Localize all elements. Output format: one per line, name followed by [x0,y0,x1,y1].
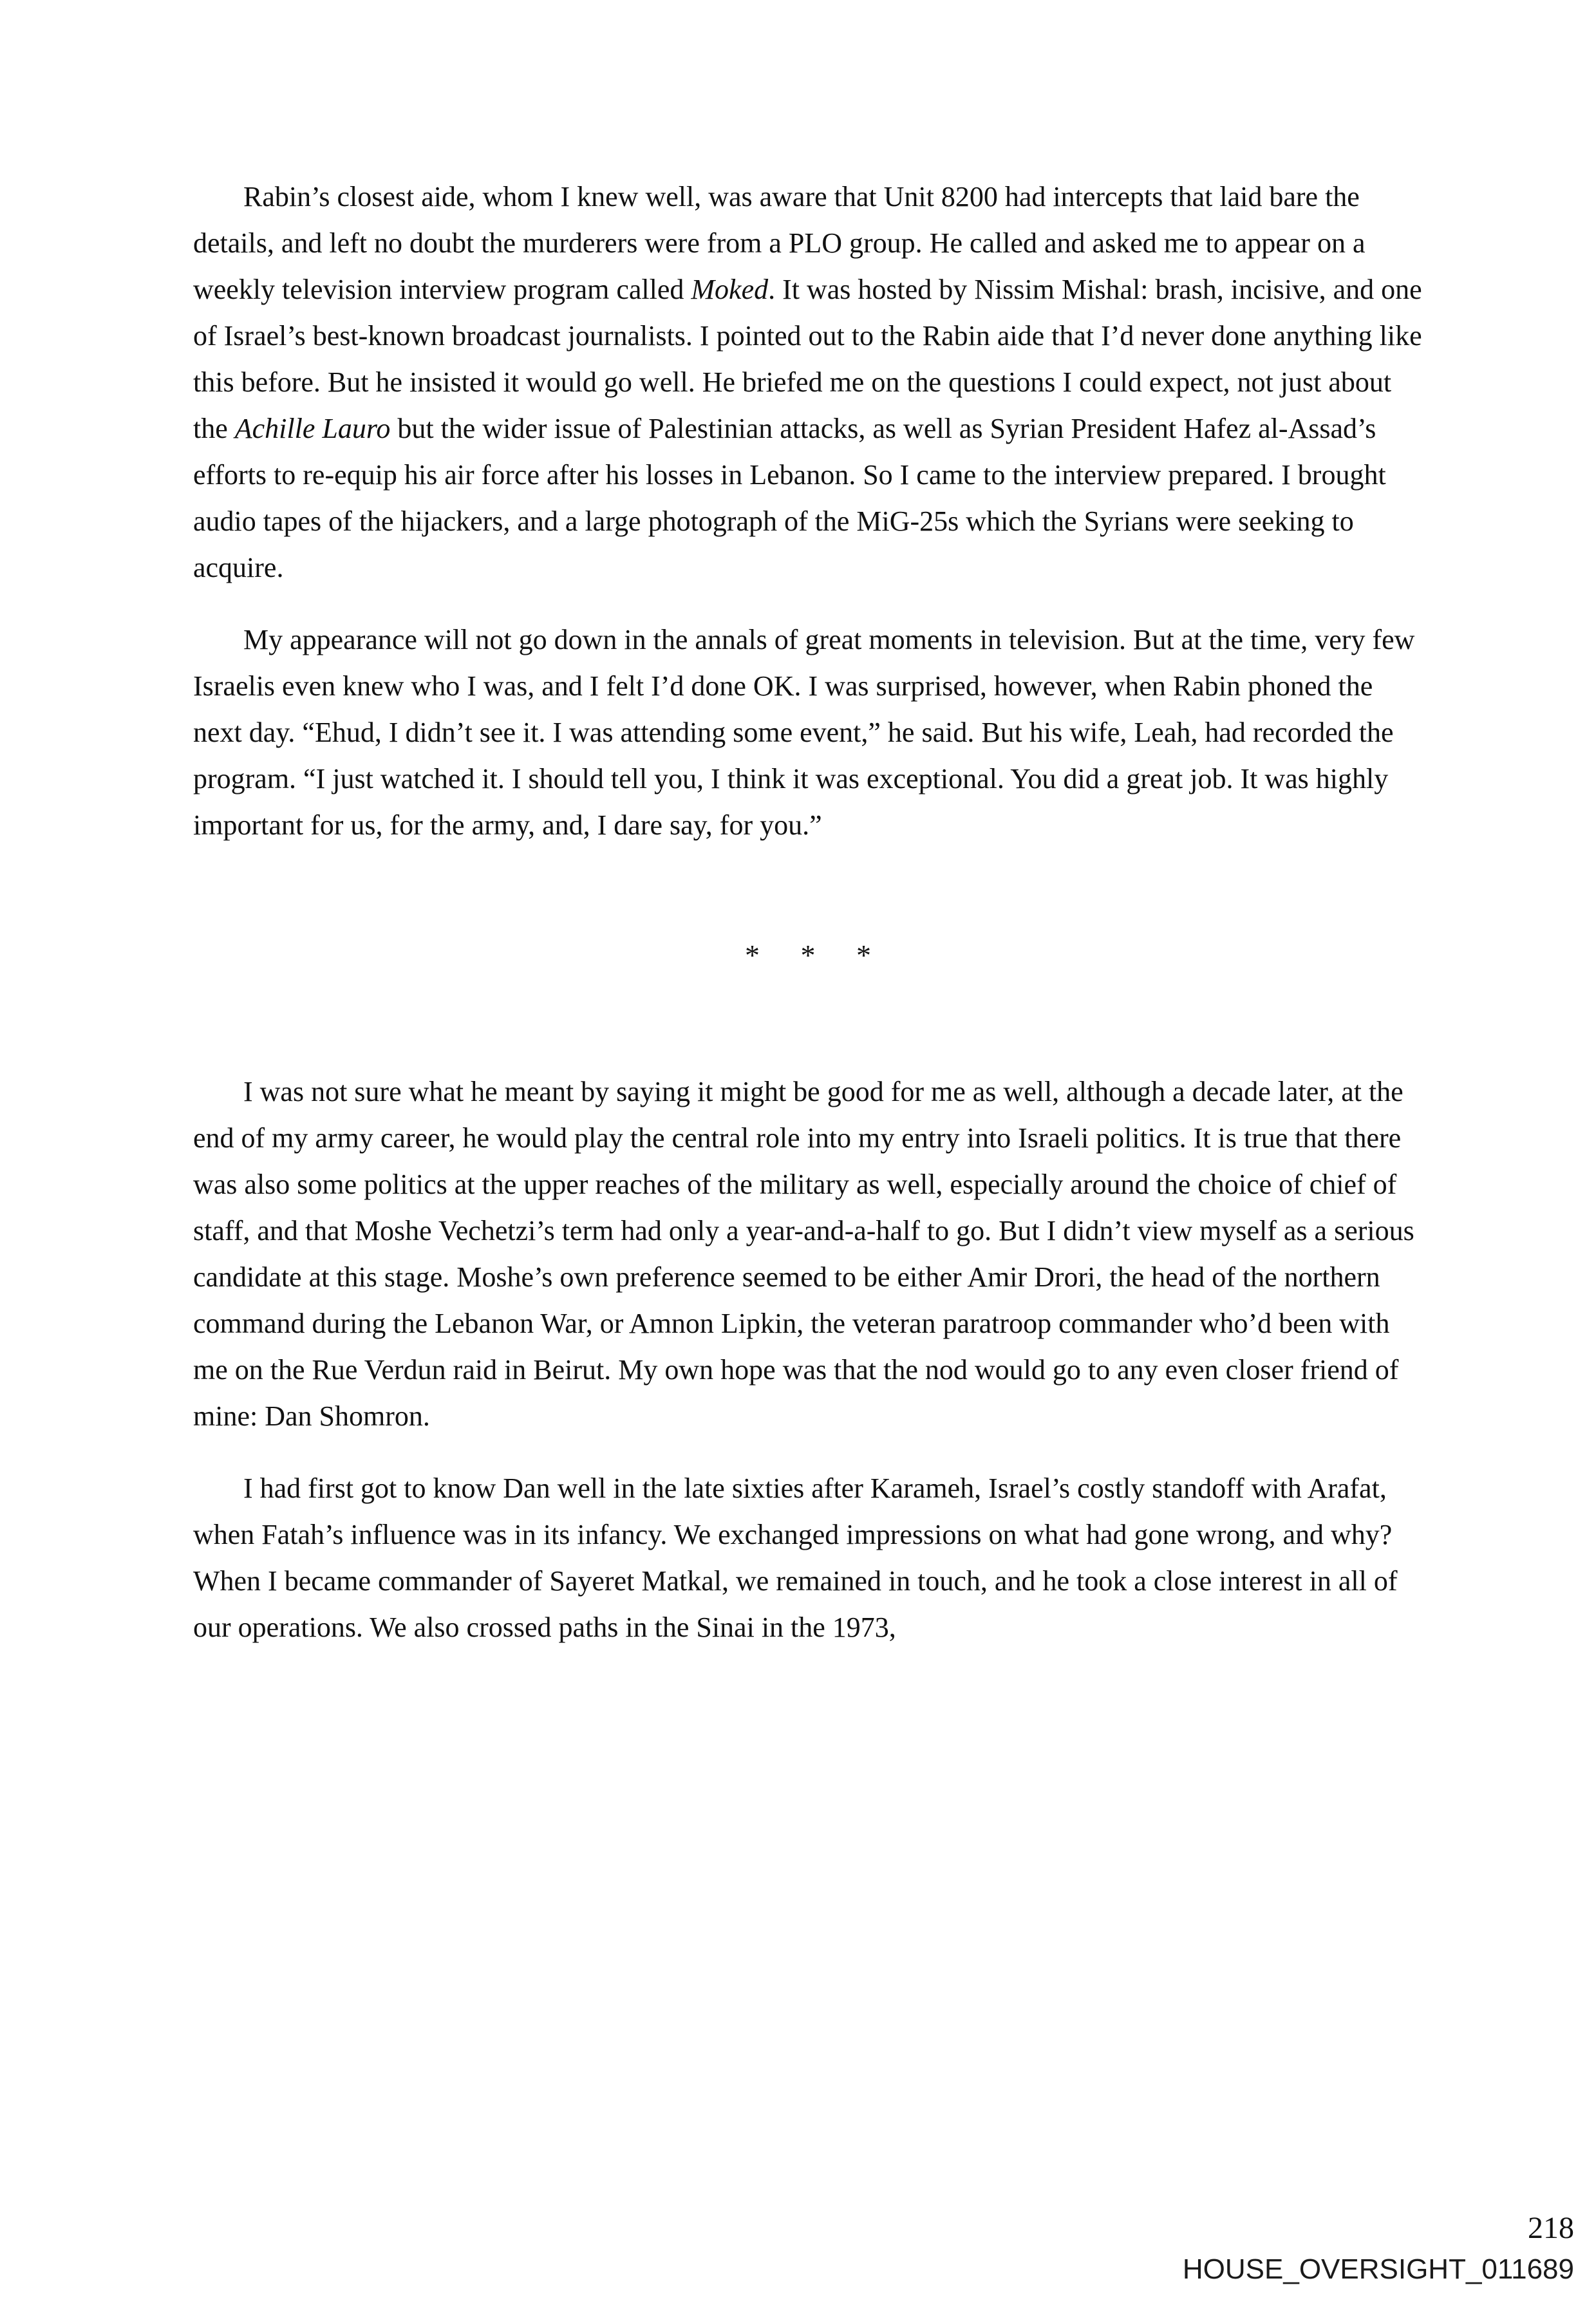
paragraph [193,174,1423,591]
paragraph [193,617,1423,849]
paragraph [193,1069,1423,1440]
bates-stamp-label: HOUSE_OVERSIGHT_011689 [1182,2253,1574,2285]
text-segment: I had first got to know Dan well in the late sixties after Karameh, Israel’s costly standoff with Arafat, when Fatah’s influence was in its infancy. We exchanged impressions on what had gone wrong, and why? When I became commander of Sayeret Matkal, we remained in touch, and he took a close interest in all of our operations. We also crossed paths in the Sinai in the 1973, [193,1472,1398,1643]
paragraph [193,1465,1423,1651]
text-segment: I was not sure what he meant by saying it might be good for me as well, although a decade later, at the end of my army career, he would play the central role into my entry into Israeli politics. It is true that there was also some politics at the upper reaches of the military as well, especially around the choice of chief of staff, and that Moshe Vechetzi’s term had only a year-and-a-half to go. But I didn’t view myself as a serious candidate at this stage. Moshe’s own preference seemed to be either Amir Drori, the head of the northern command during the Lebanon War, or Amnon Lipkin, the veteran paratroop commander who’d been with me on the Rue Verdun raid in Beirut. My own hope was that the nod would go to any even closer friend of mine: Dan Shomron. [193,1076,1414,1432]
italic-text-segment: Moked [691,274,769,305]
text-segment: but the wider issue of Palestinian attacks, as well as Syrian President Hafez al-Assad’s efforts to re-equip his air force after his losses in Lebanon. So I came to the interview prepared. I brought audio tapes of the hijackers, and a large photograph of the MiG-25s which the Syrians were seeking to acquire. [193,413,1386,583]
section-break: * * * [745,939,871,972]
text-segment: My appearance will not go down in the annals of great moments in television. But at the time, very few Israelis even knew who I was, and I felt I’d done OK. I was surprised, however, when Rabin phoned the next day. “Ehud, I didn’t see it. I was attending some event,” he said. But his wife, Leah, had recorded the program. “I just watched it. I should tell you, I think it was exceptional. You did a great job. It was highly important for us, for the army, and, I dare say, for you.” [193,624,1415,841]
page-number: 218 [1528,2211,1574,2245]
text-segment: Rabin’s closest aide, whom I knew well, was aware that Unit 8200 had intercepts that laid bare the details, and left no doubt the murderers were from a PLO group. He called and asked me to appear on a weekly television interview program called [193,181,1366,305]
italic-text-segment: Achille Lauro [234,413,391,444]
document-body [193,174,1423,1677]
page-footer [1183,2210,1574,2286]
text-segment: . It was hosted by Nissim Mishal: brash, incisive, and one of Israel’s best-known broadcast journalists. I pointed out to the Rabin aide that I’d never done anything like this before. But he insisted it would go well. He briefed me on the questions I could expect, not just about the [193,274,1422,444]
